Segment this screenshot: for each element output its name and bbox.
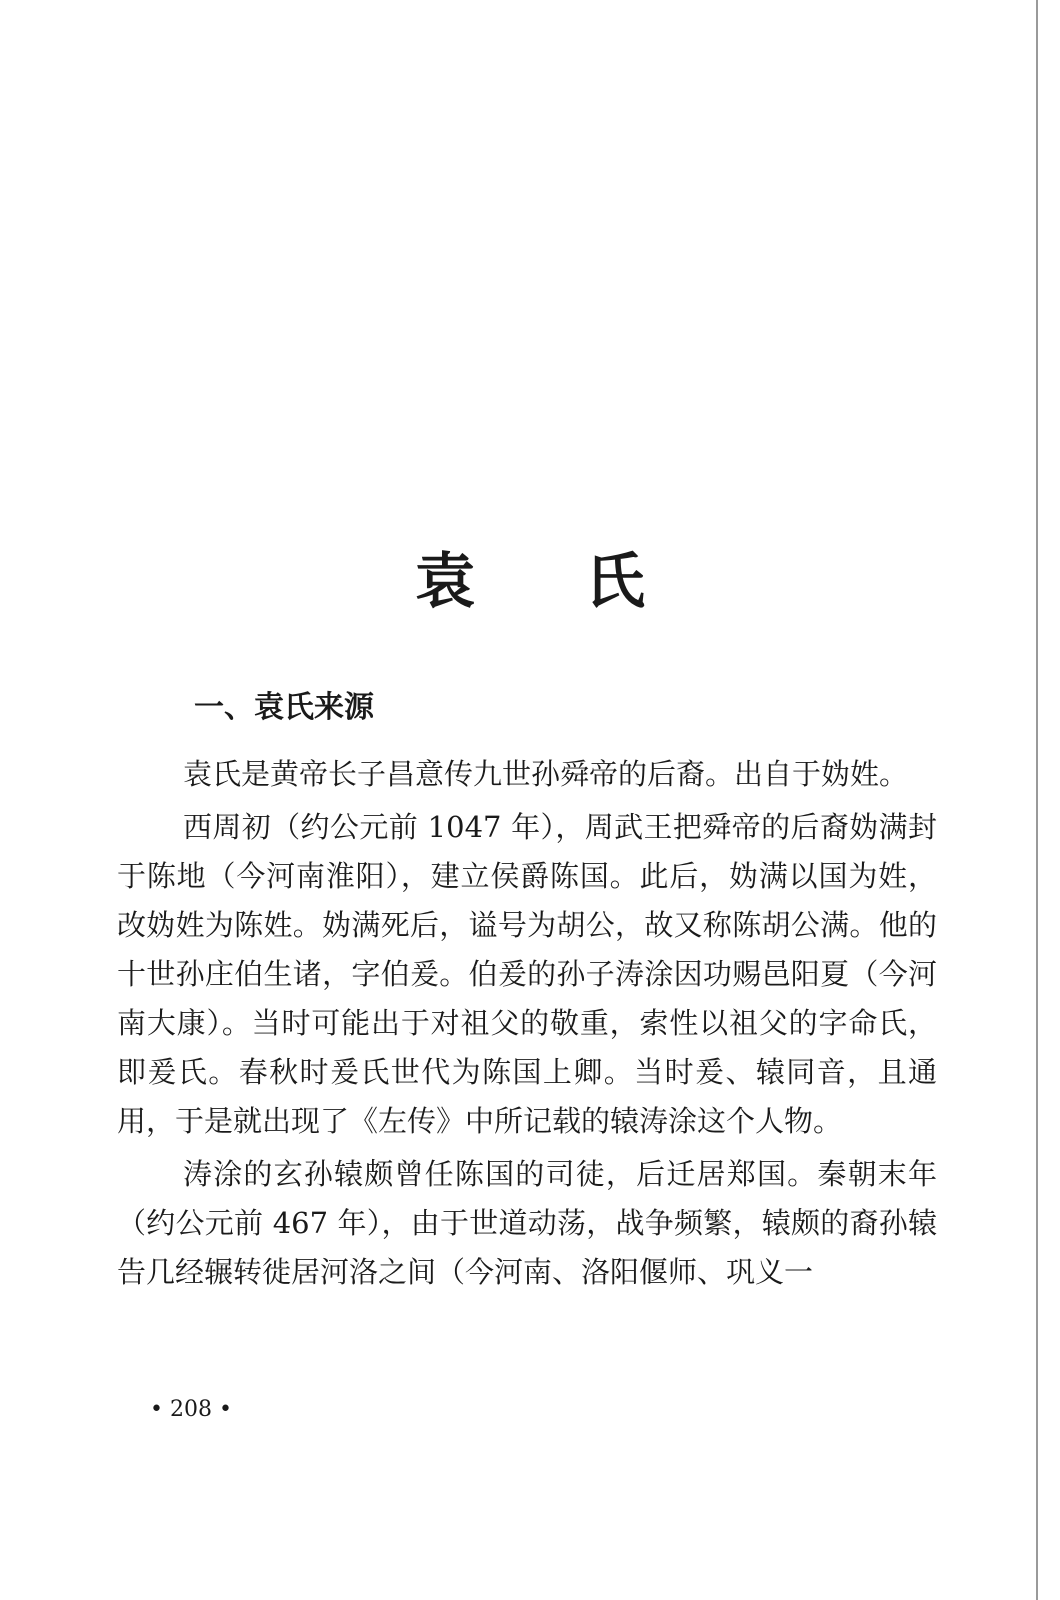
page-number: • 208 • [150, 1397, 232, 1422]
paragraph-2: 西周初（约公元前 1047 年），周武王把舜帝的后裔妫满封于陈地（今河南淮阳），建立侯爵陈国。此后，妫满以国为姓，改妫姓为陈姓。妫满死后，谥号为胡公，故又称陈胡公满。他的十世孙庄伯生诸，字伯爰。伯爰的孙子涛涂因功赐邑阳夏（今河南大康）。当时可能出于对祖父的敬重，索性以祖父的字命氏，即爰氏。春秋时爰氏世代为陈国上卿。当时爰、辕同音，且通用，于是就出现了《左传》中所记载的辕涛涂这个人物。 [117, 810, 937, 1138]
section-heading: 一、袁氏来源 [194, 690, 374, 725]
body-text [117, 750, 937, 1301]
page-edge-line [1036, 0, 1038, 1600]
title-char-2: 氏 [585, 547, 645, 618]
title-char-1: 袁 [415, 547, 475, 618]
paragraph-1: 袁氏是黄帝长子昌意传九世孙舜帝的后裔。出自于妫姓。 [183, 757, 909, 791]
chapter-title [0, 542, 1060, 622]
paragraph-3: 涛涂的玄孙辕颇曾任陈国的司徒，后迁居郑国。秦朝末年（约公元前 467 年），由于世道动荡，战争频繁，辕颇的裔孙辕告几经辗转徙居河洛之间（今河南、洛阳偃师、巩义一 [117, 1157, 937, 1289]
